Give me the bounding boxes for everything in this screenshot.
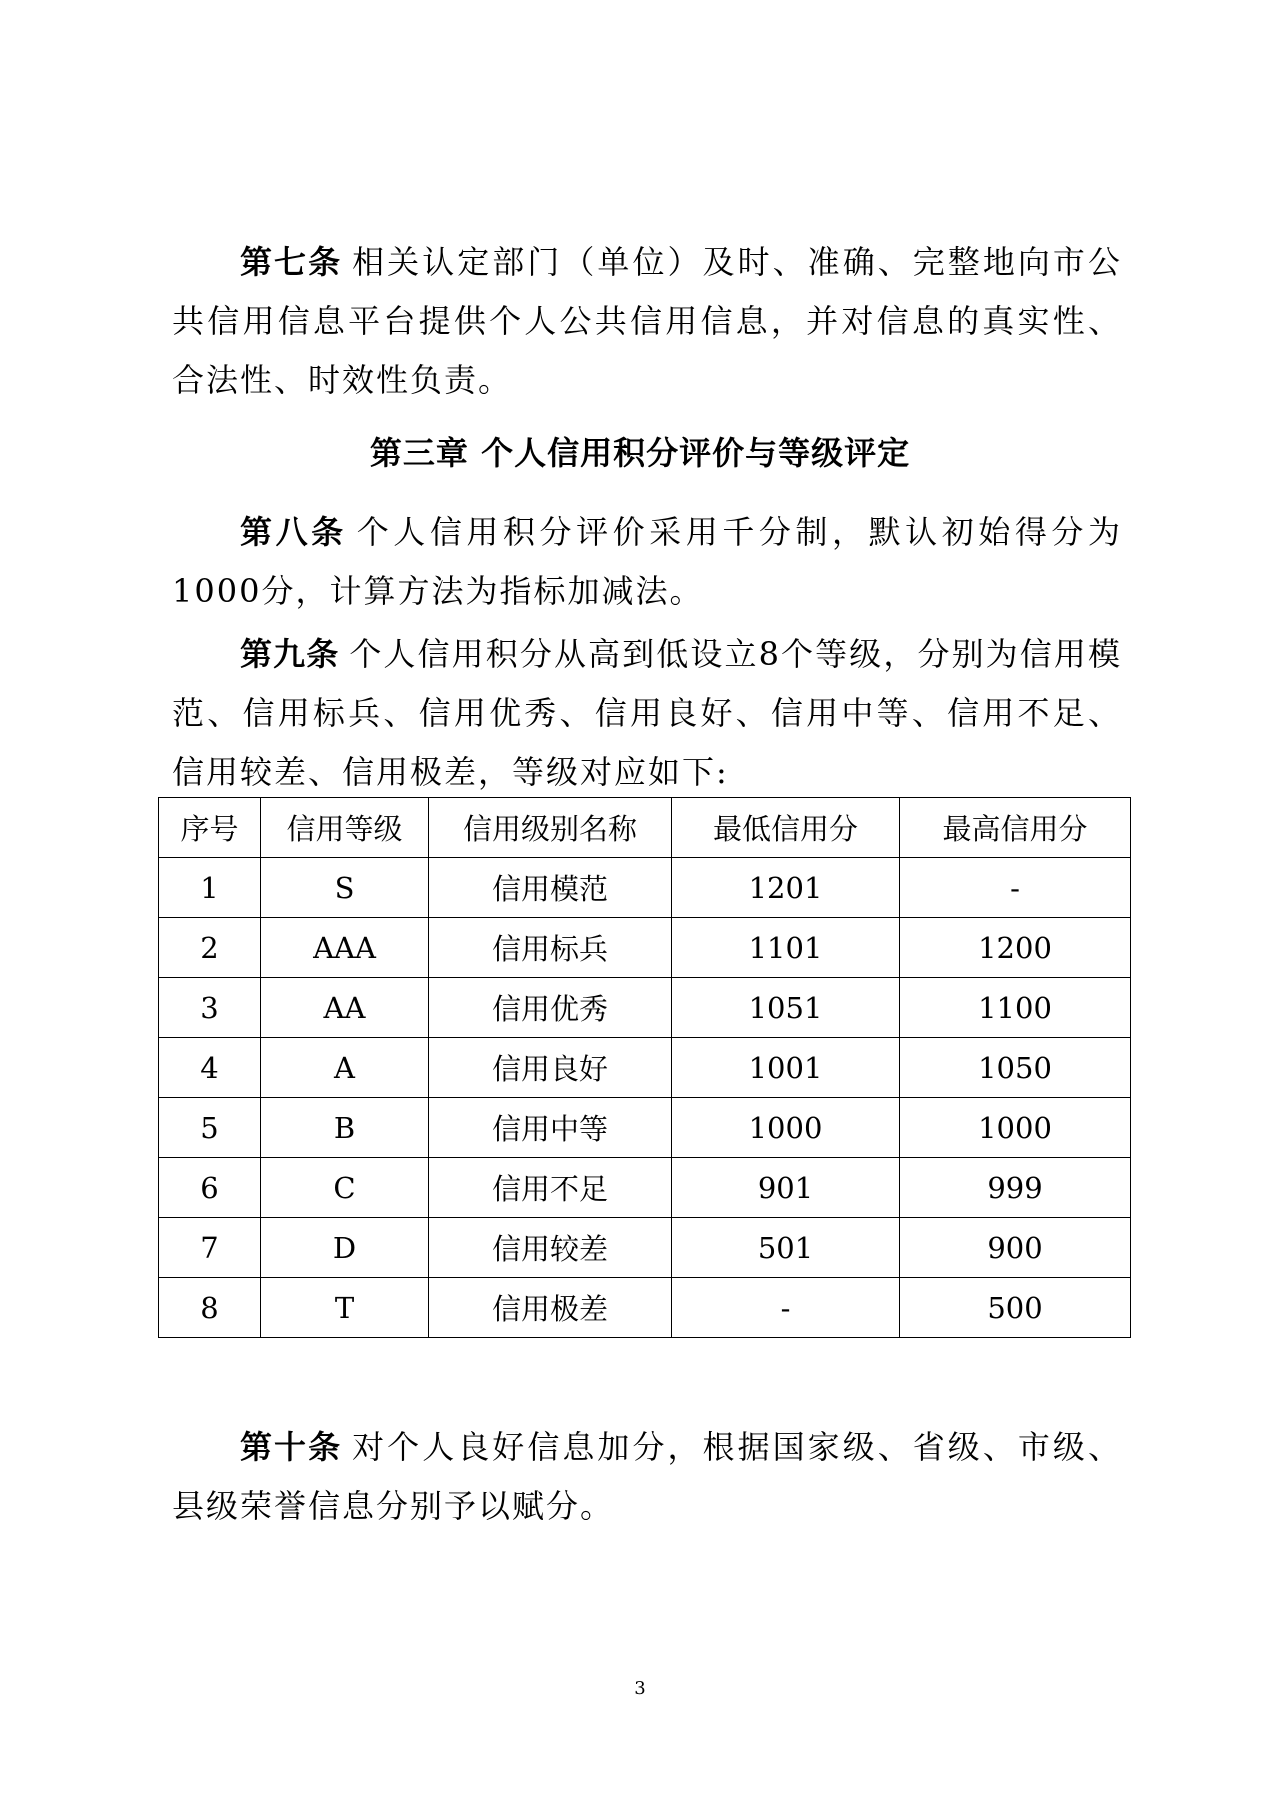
table-row xyxy=(159,1038,1131,1098)
table-row xyxy=(159,918,1131,978)
article-7-heading: 第七条 xyxy=(240,243,343,281)
article-10-paragraph xyxy=(172,1418,1122,1536)
cell-min-score: 1051 xyxy=(672,978,900,1038)
header-index: 序号 xyxy=(159,798,261,858)
cell-min-score: 1101 xyxy=(672,918,900,978)
cell-index: 1 xyxy=(159,858,261,918)
cell-index: 4 xyxy=(159,1038,261,1098)
cell-grade: AAA xyxy=(261,918,429,978)
header-credit-grade: 信用等级 xyxy=(261,798,429,858)
table-row xyxy=(159,1278,1131,1338)
article-10-heading: 第十条 xyxy=(240,1428,343,1466)
article-9-heading: 第九条 xyxy=(240,635,340,673)
cell-max-score: - xyxy=(900,858,1131,918)
article-7-paragraph xyxy=(172,233,1122,410)
cell-grade: T xyxy=(261,1278,429,1338)
article-7-text: 相关认定部门（单位）及时、准确、完整地向市公共信用信息平台提供个人公共信用信息，并对信息的真实性、合法性、时效性负责。 xyxy=(172,243,1122,399)
table-row xyxy=(159,1218,1131,1278)
credit-grade-table xyxy=(158,797,1131,1338)
header-max-score: 最高信用分 xyxy=(900,798,1131,858)
article-8-paragraph xyxy=(172,503,1122,621)
cell-index: 3 xyxy=(159,978,261,1038)
cell-grade-name: 信用优秀 xyxy=(429,978,672,1038)
table-header-row xyxy=(159,798,1131,858)
table-row xyxy=(159,858,1131,918)
cell-index: 5 xyxy=(159,1098,261,1158)
cell-min-score: 501 xyxy=(672,1218,900,1278)
article-8-heading: 第八条 xyxy=(240,513,347,551)
cell-min-score: 901 xyxy=(672,1158,900,1218)
cell-min-score: 1001 xyxy=(672,1038,900,1098)
cell-max-score: 500 xyxy=(900,1278,1131,1338)
header-grade-name: 信用级别名称 xyxy=(429,798,672,858)
cell-min-score: 1201 xyxy=(672,858,900,918)
article-9-text: 个人信用积分从高到低设立8个等级，分别为信用模范、信用标兵、信用优秀、信用良好、信用中等、信用不足、信用较差、信用极差，等级对应如下: xyxy=(172,635,1122,791)
cell-grade-name: 信用极差 xyxy=(429,1278,672,1338)
cell-max-score: 1050 xyxy=(900,1038,1131,1098)
cell-max-score: 900 xyxy=(900,1218,1131,1278)
cell-grade-name: 信用良好 xyxy=(429,1038,672,1098)
cell-max-score: 1000 xyxy=(900,1098,1131,1158)
cell-grade: B xyxy=(261,1098,429,1158)
cell-grade-name: 信用较差 xyxy=(429,1218,672,1278)
cell-index: 2 xyxy=(159,918,261,978)
table-row xyxy=(159,1098,1131,1158)
cell-max-score: 1100 xyxy=(900,978,1131,1038)
cell-grade: A xyxy=(261,1038,429,1098)
cell-grade-name: 信用标兵 xyxy=(429,918,672,978)
cell-grade: C xyxy=(261,1158,429,1218)
cell-grade: AA xyxy=(261,978,429,1038)
cell-min-score: - xyxy=(672,1278,900,1338)
cell-grade: D xyxy=(261,1218,429,1278)
article-10-text: 对个人良好信息加分，根据国家级、省级、市级、县级荣誉信息分别予以赋分。 xyxy=(172,1428,1122,1525)
cell-min-score: 1000 xyxy=(672,1098,900,1158)
cell-index: 6 xyxy=(159,1158,261,1218)
header-min-score: 最低信用分 xyxy=(672,798,900,858)
cell-max-score: 999 xyxy=(900,1158,1131,1218)
cell-index: 7 xyxy=(159,1218,261,1278)
cell-index: 8 xyxy=(159,1278,261,1338)
page-number: 3 xyxy=(634,1678,646,1699)
cell-grade-name: 信用中等 xyxy=(429,1098,672,1158)
article-9-paragraph xyxy=(172,625,1122,802)
cell-grade-name: 信用模范 xyxy=(429,858,672,918)
table-row xyxy=(159,1158,1131,1218)
cell-max-score: 1200 xyxy=(900,918,1131,978)
table-row xyxy=(159,978,1131,1038)
article-8-text: 个人信用积分评价采用千分制，默认初始得分为1000分，计算方法为指标加减法。 xyxy=(172,513,1122,610)
chapter-3-title: 第三章 个人信用积分评价与等级评定 xyxy=(369,434,911,472)
cell-grade-name: 信用不足 xyxy=(429,1158,672,1218)
cell-grade: S xyxy=(261,858,429,918)
